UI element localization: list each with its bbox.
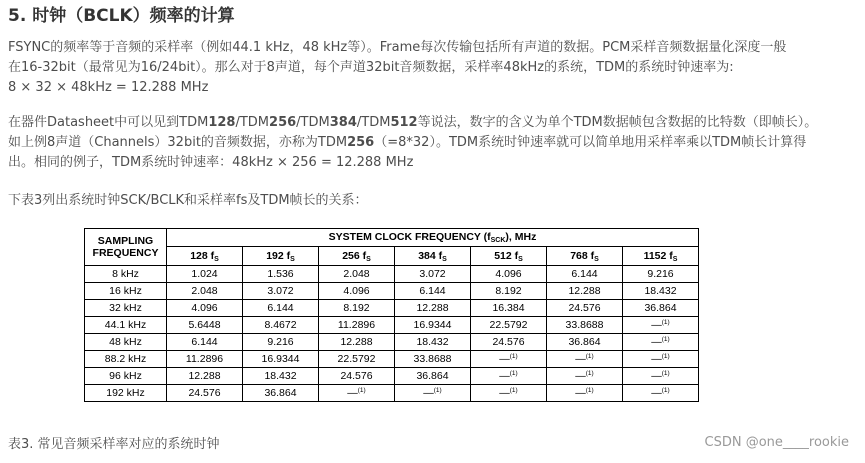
clock-value-cell: 4.096 bbox=[471, 266, 547, 283]
clock-value-cell: 8.192 bbox=[471, 283, 547, 300]
not-supported-cell: —$^{(1)}$ bbox=[623, 351, 699, 368]
table-row bbox=[85, 317, 699, 334]
clock-value-cell: 18.432 bbox=[243, 368, 319, 385]
paragraph-line: 在16-32bit（最常见为16/24bit）。那么对于8声道，每个声道32bit音频数据，采样率48kHz的系统，TDM的系统时钟速率为: bbox=[8, 60, 734, 75]
table-row bbox=[85, 283, 699, 300]
paragraph-table-intro: 下表3列出系统时钟SCK/BCLK和采样率fs及TDM帧长的关系： bbox=[8, 193, 368, 208]
sampling-frequency-cell: 192 kHz bbox=[85, 385, 167, 402]
not-supported-cell: —$^{(1)}$ bbox=[623, 317, 699, 334]
clock-value-cell: 6.144 bbox=[547, 266, 623, 283]
table-row bbox=[85, 300, 699, 317]
clock-frequency-table bbox=[84, 228, 699, 402]
table-row bbox=[85, 368, 699, 385]
column-header: 384 $f_S$ bbox=[395, 247, 471, 266]
paragraph-tdm bbox=[8, 113, 817, 173]
clock-value-cell: 4.096 bbox=[319, 283, 395, 300]
clock-value-cell: 2.048 bbox=[167, 283, 243, 300]
formula-line: 8 × 32 × 48kHz = 12.288 MHz bbox=[8, 80, 209, 95]
clock-value-cell: 16.384 bbox=[471, 300, 547, 317]
clock-value-cell: 22.5792 bbox=[471, 317, 547, 334]
sampling-frequency-header: SAMPLING FREQUENCY bbox=[85, 229, 167, 266]
table-row bbox=[85, 351, 699, 368]
paragraph-fsync bbox=[8, 38, 786, 98]
clock-value-cell: 18.432 bbox=[395, 334, 471, 351]
clock-value-cell: 8.4672 bbox=[243, 317, 319, 334]
not-supported-cell: —$^{(1)}$ bbox=[471, 385, 547, 402]
table-row bbox=[85, 334, 699, 351]
clock-value-cell: 1.536 bbox=[243, 266, 319, 283]
clock-value-cell: 36.864 bbox=[395, 368, 471, 385]
clock-value-cell: 6.144 bbox=[243, 300, 319, 317]
clock-value-cell: 24.576 bbox=[319, 368, 395, 385]
clock-frequency-table-wrapper bbox=[84, 228, 699, 402]
clock-value-cell: 5.6448 bbox=[167, 317, 243, 334]
clock-value-cell: 33.8688 bbox=[395, 351, 471, 368]
clock-value-cell: 24.576 bbox=[471, 334, 547, 351]
paragraph-line: 出。相同的例子，TDM系统时钟速率：48kHz × 256 = 12.288 MHz bbox=[8, 155, 414, 170]
clock-value-cell: 24.576 bbox=[547, 300, 623, 317]
not-supported-cell: —$^{(1)}$ bbox=[471, 351, 547, 368]
clock-value-cell: 12.288 bbox=[319, 334, 395, 351]
column-header: 512 $f_S$ bbox=[471, 247, 547, 266]
not-supported-cell: —$^{(1)}$ bbox=[471, 368, 547, 385]
clock-value-cell: 36.864 bbox=[623, 300, 699, 317]
table-row bbox=[85, 266, 699, 283]
not-supported-cell: —$^{(1)}$ bbox=[395, 385, 471, 402]
column-header: 768 $f_S$ bbox=[547, 247, 623, 266]
clock-value-cell: 36.864 bbox=[243, 385, 319, 402]
clock-value-cell: 16.9344 bbox=[243, 351, 319, 368]
sampling-frequency-cell: 32 kHz bbox=[85, 300, 167, 317]
column-header: 192 $f_S$ bbox=[243, 247, 319, 266]
table-row bbox=[85, 385, 699, 402]
clock-value-cell: 2.048 bbox=[319, 266, 395, 283]
sampling-frequency-cell: 44.1 kHz bbox=[85, 317, 167, 334]
clock-value-cell: 12.288 bbox=[167, 368, 243, 385]
clock-value-cell: 36.864 bbox=[547, 334, 623, 351]
paragraph-line: 在器件Datasheet中可以见到TDM128/TDM256/TDM384/TDM512等说法，数字的含义为单个TDM数据帧包含数据的比特数（即帧长）。 bbox=[8, 115, 818, 130]
paragraph-line: FSYNC的频率等于音频的采样率（例如44.1 kHz，48 kHz等）。Frame每次传输包括所有声道的数据。PCM采样音频数据量化深度一般 bbox=[8, 40, 787, 55]
clock-value-cell: 3.072 bbox=[395, 266, 471, 283]
system-clock-frequency-header: SYSTEM CLOCK FREQUENCY $(f_{SCK})$, MHz bbox=[167, 229, 699, 247]
sampling-frequency-cell: 48 kHz bbox=[85, 334, 167, 351]
not-supported-cell: —$^{(1)}$ bbox=[623, 334, 699, 351]
paragraph-line: 如上例8声道（Channels）32bit的音频数据，亦称为TDM256（=8*32）。TDM系统时钟速率就可以简单地用采样率乘以TDM帧长计算得 bbox=[8, 135, 807, 150]
not-supported-cell: —$^{(1)}$ bbox=[623, 368, 699, 385]
clock-value-cell: 22.5792 bbox=[319, 351, 395, 368]
clock-value-cell: 16.9344 bbox=[395, 317, 471, 334]
sampling-frequency-cell: 8 kHz bbox=[85, 266, 167, 283]
not-supported-cell: —$^{(1)}$ bbox=[623, 385, 699, 402]
sampling-frequency-cell: 88.2 kHz bbox=[85, 351, 167, 368]
clock-value-cell: 11.2896 bbox=[167, 351, 243, 368]
column-header: 256 $f_S$ bbox=[319, 247, 395, 266]
clock-value-cell: 24.576 bbox=[167, 385, 243, 402]
section-heading: 5. 时钟（BCLK）频率的计算 bbox=[8, 6, 235, 26]
clock-value-cell: 18.432 bbox=[623, 283, 699, 300]
table-caption: 表3. 常见音频采样率对应的系统时钟 bbox=[8, 437, 220, 452]
clock-value-cell: 9.216 bbox=[623, 266, 699, 283]
clock-value-cell: 4.096 bbox=[167, 300, 243, 317]
not-supported-cell: —$^{(1)}$ bbox=[547, 351, 623, 368]
clock-value-cell: 6.144 bbox=[167, 334, 243, 351]
clock-value-cell: 12.288 bbox=[395, 300, 471, 317]
clock-value-cell: 8.192 bbox=[319, 300, 395, 317]
sampling-frequency-cell: 96 kHz bbox=[85, 368, 167, 385]
not-supported-cell: —$^{(1)}$ bbox=[319, 385, 395, 402]
not-supported-cell: —$^{(1)}$ bbox=[547, 368, 623, 385]
clock-value-cell: 12.288 bbox=[547, 283, 623, 300]
clock-value-cell: 6.144 bbox=[395, 283, 471, 300]
clock-value-cell: 33.8688 bbox=[547, 317, 623, 334]
not-supported-cell: —$^{(1)}$ bbox=[547, 385, 623, 402]
column-header: 1152 $f_S$ bbox=[623, 247, 699, 266]
clock-value-cell: 9.216 bbox=[243, 334, 319, 351]
clock-value-cell: 3.072 bbox=[243, 283, 319, 300]
watermark: CSDN @one____rookie bbox=[704, 435, 849, 450]
sampling-frequency-cell: 16 kHz bbox=[85, 283, 167, 300]
column-header: 128 $f_S$ bbox=[167, 247, 243, 266]
clock-value-cell: 11.2896 bbox=[319, 317, 395, 334]
clock-value-cell: 1.024 bbox=[167, 266, 243, 283]
